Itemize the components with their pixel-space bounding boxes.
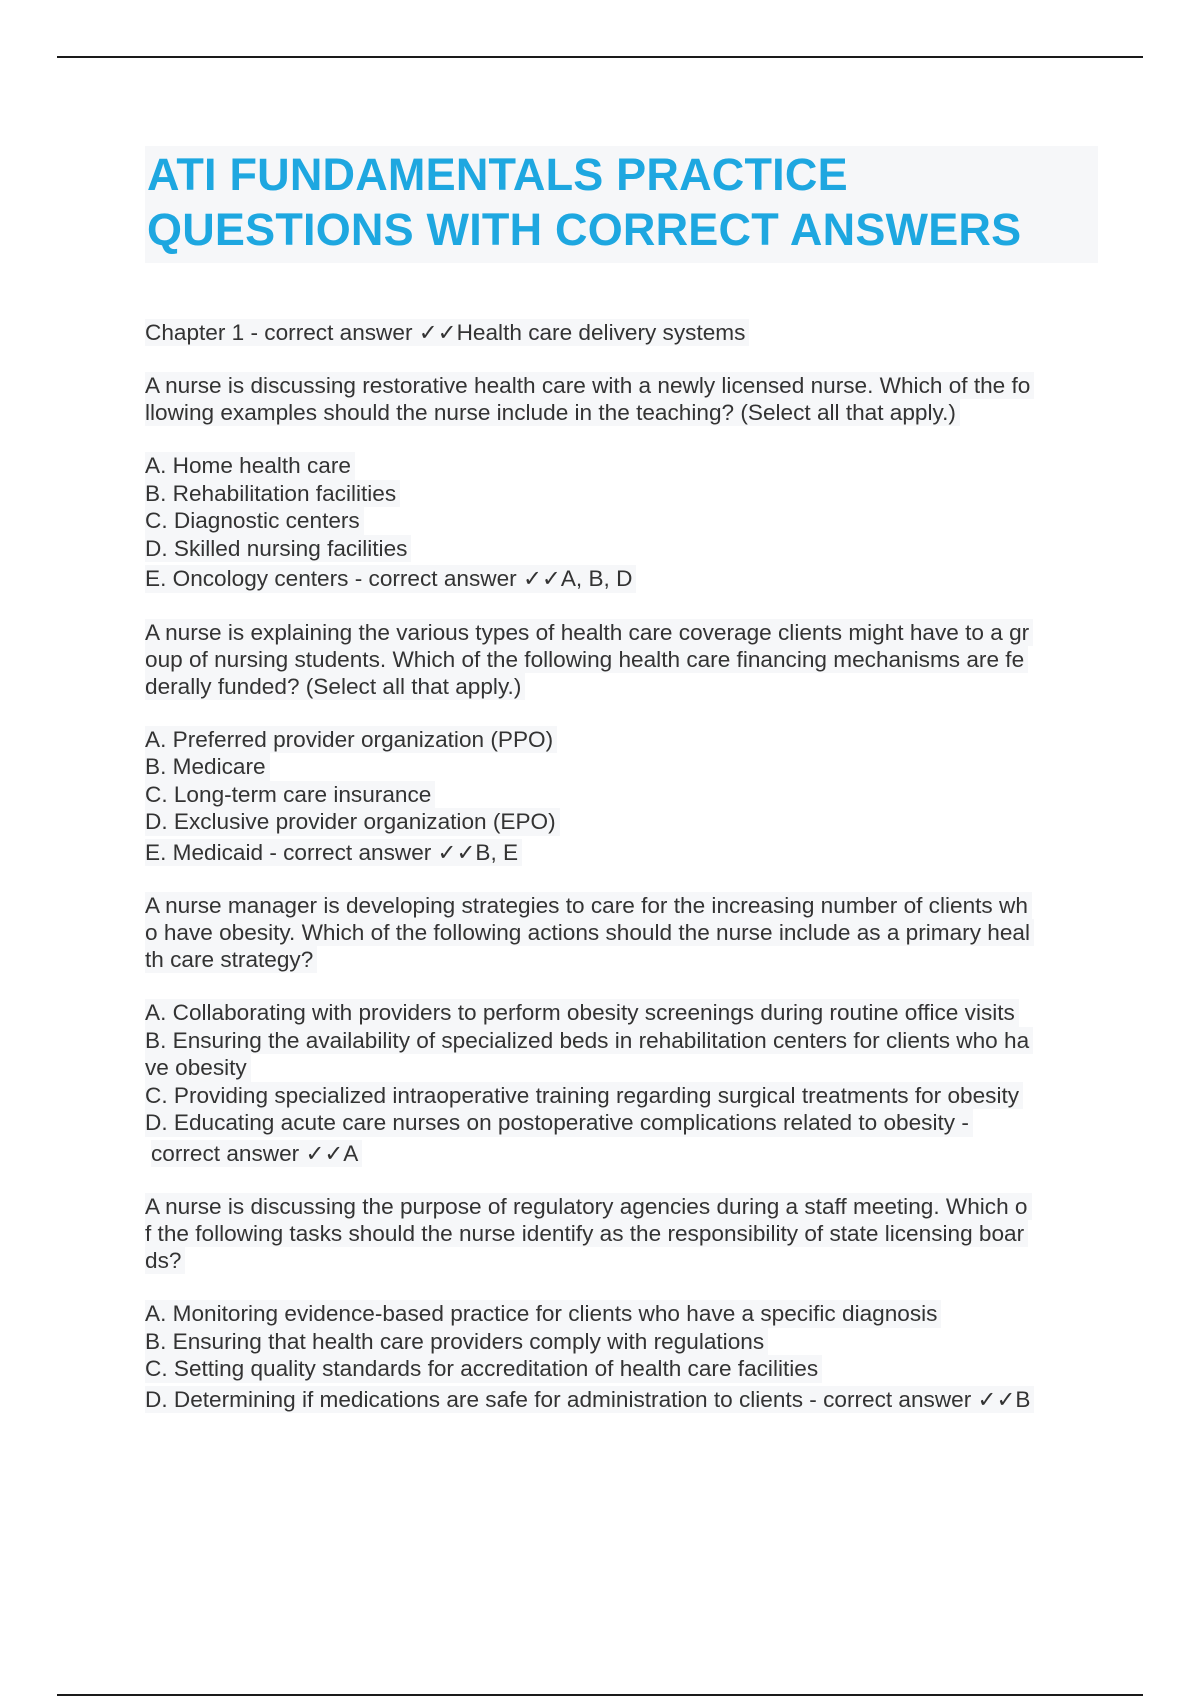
question-2-options (145, 726, 1090, 867)
question-2-stem-line-1: A nurse is explaining the various types of health care coverage clients might have to a gr (145, 619, 1033, 646)
question-1-options (145, 452, 1090, 593)
question-4-stem-line-3: ds? (145, 1247, 185, 1274)
question-4-stem-line-2: f the following tasks should the nurse identify as the responsibility of state licensing boar (145, 1220, 1028, 1247)
question-3-option-d: D. Educating acute care nurses on postoperative complications related to obesity - (145, 1109, 973, 1137)
question-1-option-d: D. Skilled nursing facilities (145, 535, 411, 563)
question-1-option-c: C. Diagnostic centers (145, 507, 364, 535)
question-3-answer: correct answer ✓✓A (151, 1140, 362, 1168)
title-line-1: ATI FUNDAMENTALS PRACTICE (147, 149, 848, 200)
question-4-option-c: C. Setting quality standards for accreditation of health care facilities (145, 1355, 822, 1383)
question-4-options (145, 1300, 1090, 1413)
question-1-option-b: B. Rehabilitation facilities (145, 480, 400, 508)
chapter-heading (145, 319, 1090, 346)
question-3-option-a: A. Collaborating with providers to perform obesity screenings during routine office visits (145, 999, 1019, 1027)
question-3-stem (145, 892, 1090, 973)
question-1-option-a: A. Home health care (145, 452, 355, 480)
question-3-stem-line-3: th care strategy? (145, 946, 317, 973)
question-1-stem-line-2: llowing examples should the nurse include in the teaching? (Select all that apply.) (145, 399, 960, 426)
question-2-stem-line-2: oup of nursing students. Which of the following health care financing mechanisms are fe (145, 646, 1028, 673)
question-4-stem (145, 1193, 1090, 1274)
question-4-stem-line-1: A nurse is discussing the purpose of regulatory agencies during a staff meeting. Which o (145, 1193, 1032, 1220)
title-line-2: QUESTIONS WITH CORRECT ANSWERS (147, 204, 1022, 255)
question-4-option-b: B. Ensuring that health care providers comply with regulations (145, 1328, 768, 1356)
question-3-stem-line-2: o have obesity. Which of the following actions should the nurse include as a primary heal (145, 919, 1034, 946)
bottom-rule (57, 1694, 1143, 1696)
question-2-option-e-answer: E. Medicaid - correct answer ✓✓B, E (145, 839, 522, 867)
question-2-stem (145, 619, 1090, 700)
question-2-option-c: C. Long-term care insurance (145, 781, 435, 809)
question-3-stem-line-1: A nurse manager is developing strategies to care for the increasing number of clients wh (145, 892, 1032, 919)
question-1-stem (145, 372, 1090, 426)
question-3-options (145, 999, 1090, 1167)
document-title (145, 146, 1098, 263)
chapter-line: Chapter 1 - correct answer ✓✓Health care delivery systems (145, 319, 749, 346)
question-4-option-a: A. Monitoring evidence-based practice for clients who have a specific diagnosis (145, 1300, 941, 1328)
question-3-option-b-cont: ve obesity (145, 1054, 251, 1082)
question-2-option-a: A. Preferred provider organization (PPO) (145, 726, 557, 754)
top-rule (57, 56, 1143, 58)
question-2-option-d: D. Exclusive provider organization (EPO) (145, 808, 560, 836)
question-3-option-c: C. Providing specialized intraoperative training regarding surgical treatments for obesity (145, 1082, 1023, 1110)
document-body (145, 146, 1090, 1413)
question-2-stem-line-3: derally funded? (Select all that apply.) (145, 673, 525, 700)
question-3-option-b: B. Ensuring the availability of specialized beds in rehabilitation centers for clients who ha (145, 1027, 1033, 1055)
question-1-option-e-answer: E. Oncology centers - correct answer ✓✓A, B, D (145, 565, 636, 593)
question-1-stem-line-1: A nurse is discussing restorative health care with a newly licensed nurse. Which of the fo (145, 372, 1034, 399)
question-4-option-d-answer: D. Determining if medications are safe for administration to clients - correct answer ✓✓B (145, 1386, 1034, 1414)
question-2-option-b: B. Medicare (145, 753, 270, 781)
